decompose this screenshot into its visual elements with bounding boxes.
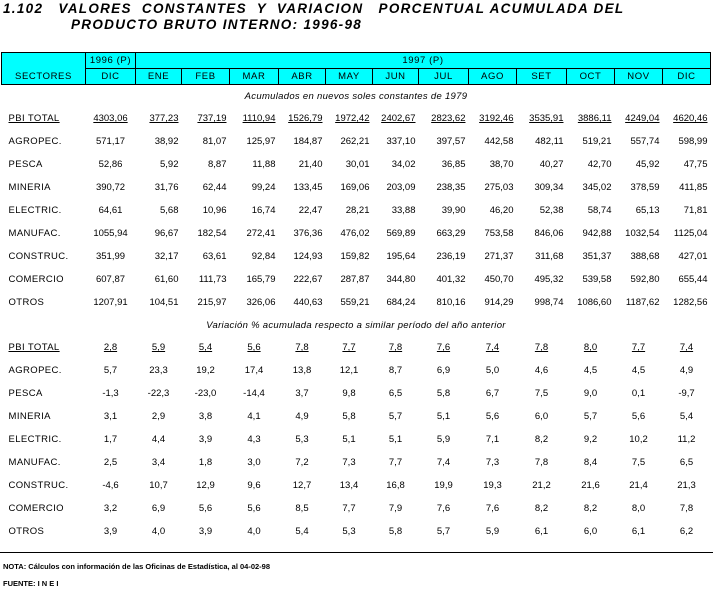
table-cell: 7,1 — [485, 434, 500, 445]
table-cell: 4,9 — [679, 365, 694, 376]
section-caption: Variación % acumulada respecto a similar período del año anterior — [206, 319, 506, 331]
table-cell: 12,7 — [292, 480, 312, 491]
row-label: PESCA — [8, 159, 43, 170]
table-cell: 411,85 — [679, 182, 708, 193]
table-cell: 5,7 — [103, 365, 118, 376]
row-label: PESCA — [8, 388, 43, 399]
table-cell: 388,68 — [630, 251, 660, 262]
table-cell: 337,10 — [386, 136, 416, 147]
table-cell: 7,7 — [388, 457, 403, 468]
table-cell: 5,8 — [342, 411, 356, 422]
table-cell: 598,99 — [678, 136, 708, 147]
table-cell: 7,8 — [679, 503, 694, 514]
table-cell: 8,2 — [534, 503, 549, 514]
table-cell: 351,99 — [95, 251, 126, 262]
table-cell: 3,2 — [103, 503, 118, 514]
table-cell: 3,4 — [151, 457, 166, 468]
table-cell: 6,7 — [485, 388, 500, 399]
table-cell: 7,6 — [485, 503, 500, 514]
table-cell: 6,5 — [388, 388, 403, 399]
table-cell: 7,8 — [534, 342, 549, 353]
table-cell: 3,0 — [247, 457, 261, 468]
row-label: PBI TOTAL — [8, 113, 60, 124]
table-cell: 3,9 — [103, 526, 118, 537]
table-row — [2, 130, 711, 153]
table-cell: 5,0 — [485, 365, 500, 376]
pbi-table — [1, 52, 711, 543]
table-cell: 39,90 — [441, 205, 466, 216]
header-year-1996: 1996 (P) — [86, 53, 136, 69]
table-cell: 3535,91 — [529, 113, 564, 124]
table-cell: 3,8 — [198, 411, 213, 422]
row-label: PBI TOTAL — [8, 342, 60, 353]
table-cell: 38,70 — [489, 159, 514, 170]
row-label: MANUFAC. — [8, 457, 61, 468]
table-cell: 539,58 — [582, 274, 612, 285]
table-cell: 2,5 — [103, 457, 118, 468]
table-cell: 663,29 — [436, 228, 466, 239]
table-cell: 519,21 — [582, 136, 612, 147]
table-cell: 21,2 — [532, 480, 551, 491]
table-cell: 40,27 — [539, 159, 564, 170]
table-cell: 3192,46 — [479, 113, 514, 124]
table-cell: 7,4 — [485, 342, 500, 353]
header-sectores: SECTORES — [2, 69, 86, 85]
table-cell: 2402,67 — [381, 113, 416, 124]
row-label: AGROPEC. — [8, 136, 62, 147]
table-cell: 65,13 — [635, 205, 660, 216]
table-cell: 52,86 — [98, 159, 123, 170]
table-cell: 5,6 — [247, 342, 261, 353]
row-label: OTROS — [8, 297, 45, 308]
report-title-line2: PRODUCTO BRUTO INTERNO: 1996-98 — [71, 17, 363, 32]
table-cell: 13,4 — [339, 480, 359, 491]
table-cell: 684,24 — [386, 297, 416, 308]
table-cell: 16,8 — [386, 480, 405, 491]
table-cell: 6,9 — [436, 365, 451, 376]
table-cell: 1125,04 — [673, 228, 708, 239]
table-row — [2, 199, 711, 222]
table-cell: 7,8 — [388, 342, 403, 353]
table-row — [2, 474, 711, 497]
table-cell: 390,72 — [95, 182, 126, 193]
footer-note: NOTA: Cálculos con información de las Oficinas de Estadística, al 04-02-98 — [3, 562, 271, 571]
header-month: AGO — [469, 69, 517, 85]
table-cell: 4,5 — [631, 365, 646, 376]
table-cell: 287,87 — [340, 274, 370, 285]
table-cell: 7,7 — [631, 342, 646, 353]
table-row — [2, 382, 711, 405]
table-cell: 5,1 — [436, 411, 451, 422]
table-cell: 5,8 — [388, 526, 403, 537]
table-cell: 607,87 — [95, 274, 126, 285]
table-cell: 11,88 — [252, 159, 276, 170]
header-month: NOV — [615, 69, 663, 85]
table-cell: 61,60 — [154, 274, 179, 285]
table-row — [2, 176, 711, 199]
table-row — [2, 520, 711, 543]
table-cell: 47,75 — [683, 159, 708, 170]
table-cell: 7,4 — [436, 457, 451, 468]
table-cell: 5,7 — [436, 526, 451, 537]
table-row — [2, 359, 711, 382]
table-cell: 1972,42 — [335, 113, 370, 124]
table-cell: 5,7 — [583, 411, 598, 422]
table-cell: 4,9 — [295, 411, 309, 422]
table-cell: 571,17 — [95, 136, 126, 147]
table-cell: 32,17 — [154, 251, 179, 262]
table-cell: 5,9 — [151, 342, 166, 353]
table-cell: 8,0 — [631, 503, 646, 514]
table-cell: 7,8 — [295, 342, 309, 353]
table-cell: 9,2 — [583, 434, 598, 445]
table-cell: 344,80 — [386, 274, 416, 285]
table-cell: 7,6 — [436, 503, 451, 514]
table-cell: 11,2 — [677, 434, 696, 445]
table-cell: 9,8 — [342, 388, 356, 399]
table-cell: 942,88 — [582, 228, 612, 239]
table-cell: 810,16 — [436, 297, 466, 308]
table-cell: 21,6 — [581, 480, 600, 491]
table-cell: 4,5 — [583, 365, 598, 376]
table-cell: 38,92 — [154, 136, 179, 147]
table-cell: 169,06 — [340, 182, 370, 193]
row-label: MINERIA — [8, 411, 51, 422]
table-cell: 34,02 — [391, 159, 416, 170]
table-cell: 222,67 — [293, 274, 323, 285]
table-cell: 427,01 — [678, 251, 708, 262]
table-cell: 124,93 — [293, 251, 323, 262]
table-cell: 3886,11 — [577, 113, 612, 124]
table-cell: 2,8 — [103, 342, 118, 353]
table-cell: 22,47 — [298, 205, 323, 216]
table-cell: 326,06 — [246, 297, 276, 308]
table-cell: 378,59 — [630, 182, 660, 193]
table-cell: 8,4 — [583, 457, 598, 468]
table-cell: 203,09 — [386, 182, 416, 193]
table-cell: 7,8 — [534, 457, 549, 468]
table-cell: 4,0 — [247, 526, 261, 537]
table-cell: 655,44 — [678, 274, 708, 285]
table-cell: 309,34 — [534, 182, 564, 193]
table-cell: 5,9 — [436, 434, 451, 445]
table-cell: 592,80 — [630, 274, 660, 285]
table-cell: 753,58 — [484, 228, 514, 239]
table-cell: 1,7 — [103, 434, 118, 445]
table-cell: 476,02 — [340, 228, 370, 239]
table-cell: 99,24 — [251, 182, 276, 193]
table-cell: 351,37 — [582, 251, 612, 262]
table-cell: 30,01 — [345, 159, 370, 170]
table-cell: 4620,46 — [673, 113, 708, 124]
table-cell: 5,4 — [295, 526, 309, 537]
table-cell: 42,70 — [587, 159, 612, 170]
header-year-1997: 1997 (P) — [136, 53, 711, 69]
table-cell: 96,67 — [154, 228, 179, 239]
header-month: DIC — [663, 69, 711, 85]
table-cell: 1032,54 — [625, 228, 660, 239]
table-cell: 737,19 — [197, 113, 227, 124]
table-cell: 7,7 — [342, 342, 356, 353]
table-cell: 4249,04 — [625, 113, 660, 124]
table-cell: 3,9 — [198, 526, 213, 537]
table-cell: 7,4 — [679, 342, 694, 353]
table-cell: -23,0 — [194, 388, 217, 399]
table-cell: 440,63 — [293, 297, 323, 308]
table-row — [2, 268, 711, 291]
header-row-months — [2, 69, 711, 85]
table-cell: 8,0 — [583, 342, 598, 353]
header-month: ENE — [136, 69, 182, 85]
table-cell: 52,38 — [539, 205, 564, 216]
row-label: AGROPEC. — [8, 365, 62, 376]
footer-source: FUENTE: I N E I — [3, 579, 59, 588]
table-cell: -4,6 — [102, 480, 119, 491]
table-cell: 215,97 — [197, 297, 227, 308]
table-cell: 21,40 — [298, 159, 323, 170]
table-cell: 311,68 — [535, 251, 564, 262]
header-row-years — [2, 53, 711, 69]
table-cell: 63,61 — [202, 251, 227, 262]
table-cell: 3,7 — [295, 388, 309, 399]
table-cell: 17,4 — [244, 365, 264, 376]
table-cell: 7,3 — [342, 457, 356, 468]
table-row — [2, 451, 711, 474]
table-cell: 81,07 — [202, 136, 227, 147]
table-cell: 16,74 — [251, 205, 276, 216]
header-month: MAY — [326, 69, 373, 85]
table-cell: 9,6 — [247, 480, 261, 491]
table-cell: 23,3 — [149, 365, 168, 376]
table-cell: 36,85 — [441, 159, 466, 170]
table-cell: 1187,62 — [625, 297, 660, 308]
table-cell: 5,68 — [160, 205, 179, 216]
table-cell: -9,7 — [678, 388, 695, 399]
table-cell: 7,3 — [485, 457, 500, 468]
table-cell: 133,45 — [293, 182, 323, 193]
table-cell: 5,1 — [342, 434, 356, 445]
table-cell: 21,4 — [629, 480, 648, 491]
table-cell: 3,1 — [103, 411, 118, 422]
table-cell: 8,7 — [388, 365, 403, 376]
table-cell: 4,1 — [247, 411, 261, 422]
table-cell: 569,89 — [386, 228, 416, 239]
section-caption-row — [2, 314, 711, 336]
row-label: ELECTRIC. — [8, 205, 62, 216]
table-cell: 6,2 — [679, 526, 694, 537]
table-cell: 0,1 — [631, 388, 646, 399]
table-row — [2, 405, 711, 428]
table-cell: 401,32 — [436, 274, 466, 285]
table-cell: 125,97 — [246, 136, 276, 147]
table-cell: 397,57 — [436, 136, 466, 147]
table-cell: 5,6 — [485, 411, 500, 422]
table-row — [2, 336, 711, 359]
row-label: CONSTRUC. — [8, 480, 69, 491]
table-cell: 6,1 — [534, 526, 549, 537]
row-label: COMERCIO — [8, 274, 64, 285]
table-cell: 345,02 — [582, 182, 612, 193]
footer-separator — [0, 552, 713, 553]
table-cell: 5,92 — [160, 159, 179, 170]
table-cell: 1055,94 — [93, 228, 128, 239]
table-cell: 64,61 — [98, 205, 123, 216]
table-cell: 21,3 — [677, 480, 696, 491]
table-cell: 62,44 — [202, 182, 227, 193]
table-cell: 914,29 — [484, 297, 514, 308]
table-row — [2, 245, 711, 268]
table-cell: 442,58 — [484, 136, 514, 147]
header-month: ABR — [279, 69, 326, 85]
table-row — [2, 291, 711, 314]
table-cell: -22,3 — [147, 388, 170, 399]
table-cell: 3,9 — [198, 434, 213, 445]
table-cell: 376,36 — [293, 228, 323, 239]
header-month: FEB — [182, 69, 230, 85]
table-cell: 8,87 — [208, 159, 227, 170]
table-cell: 6,5 — [679, 457, 694, 468]
table-cell: 495,32 — [534, 274, 564, 285]
table-cell: 184,87 — [293, 136, 323, 147]
table-cell: 5,7 — [388, 411, 403, 422]
section-caption-row — [2, 85, 711, 108]
table-cell: 7,2 — [295, 457, 309, 468]
table-cell: 12,9 — [196, 480, 215, 491]
table-cell: 238,35 — [436, 182, 466, 193]
table-cell: 236,19 — [436, 251, 466, 262]
table-cell: 1110,94 — [242, 113, 276, 124]
table-cell: 7,5 — [534, 388, 549, 399]
table-cell: 377,23 — [149, 113, 179, 124]
header-month: DIC — [86, 69, 136, 85]
table-cell: 7,6 — [436, 342, 451, 353]
table-cell: 6,1 — [631, 526, 646, 537]
table-cell: 10,7 — [149, 480, 168, 491]
table-cell: 559,21 — [340, 297, 370, 308]
row-label: MINERIA — [8, 182, 51, 193]
header-month: OCT — [567, 69, 615, 85]
table-cell: 557,74 — [630, 136, 660, 147]
table-cell: 7,7 — [342, 503, 356, 514]
table-cell: 5,3 — [295, 434, 309, 445]
table-cell: 2,9 — [151, 411, 166, 422]
table-cell: 111,73 — [198, 274, 227, 285]
table-cell: 4,4 — [151, 434, 166, 445]
table-cell: 33,88 — [391, 205, 416, 216]
section-caption: Acumulados en nuevos soles constantes de 1979 — [244, 90, 468, 102]
table-cell: 8,5 — [295, 503, 309, 514]
table-row — [2, 153, 711, 176]
header-month: SET — [517, 69, 567, 85]
table-cell: 6,9 — [151, 503, 166, 514]
report-title-line1: 1.102 VALORES CONSTANTES Y VARIACION PORCENTUAL ACUMULADA DEL — [3, 1, 625, 16]
table-cell: 12,1 — [339, 365, 359, 376]
table-cell: 6,0 — [583, 526, 598, 537]
table-cell: 58,74 — [587, 205, 612, 216]
header-blank-cell — [2, 53, 86, 69]
row-label: OTROS — [8, 526, 45, 537]
table-cell: 7,9 — [388, 503, 403, 514]
header-month: JUL — [419, 69, 469, 85]
table-cell: 482,11 — [535, 136, 564, 147]
table-cell: 450,70 — [484, 274, 514, 285]
table-cell: 71,81 — [683, 205, 708, 216]
table-cell: 4,6 — [534, 365, 549, 376]
table-cell: 104,51 — [149, 297, 179, 308]
table-cell: 159,82 — [340, 251, 370, 262]
row-label: CONSTRUC. — [8, 251, 69, 262]
table-cell: 45,92 — [635, 159, 660, 170]
table-cell: 13,8 — [292, 365, 312, 376]
table-cell: 262,21 — [340, 136, 370, 147]
table-cell: 165,79 — [246, 274, 276, 285]
table-cell: 7,5 — [631, 457, 646, 468]
table-cell: 46,20 — [489, 205, 514, 216]
row-label: ELECTRIC. — [8, 434, 62, 445]
table-cell: 9,0 — [583, 388, 598, 399]
table-cell: 271,37 — [484, 251, 514, 262]
table-cell: 5,3 — [342, 526, 356, 537]
table-cell: 1282,56 — [673, 297, 708, 308]
table-row — [2, 222, 711, 245]
table-cell: 5,4 — [198, 342, 213, 353]
table-cell: 10,96 — [202, 205, 227, 216]
table-cell: 4303,06 — [93, 113, 128, 124]
table-cell: 19,2 — [196, 365, 215, 376]
table-cell: 5,8 — [436, 388, 451, 399]
table-row — [2, 107, 711, 130]
table-cell: 28,21 — [345, 205, 370, 216]
table-cell: 182,54 — [197, 228, 227, 239]
table-cell: 6,0 — [534, 411, 549, 422]
header-month: MAR — [230, 69, 279, 85]
table-cell: 5,1 — [388, 434, 403, 445]
table-cell: -1,3 — [102, 388, 119, 399]
table-cell: 4,3 — [247, 434, 261, 445]
table-cell: 5,9 — [485, 526, 500, 537]
table-cell: 31,76 — [154, 182, 179, 193]
table-cell: 1086,60 — [577, 297, 612, 308]
table-cell: 1207,91 — [93, 297, 128, 308]
header-month: JUN — [373, 69, 419, 85]
table-cell: 1526,79 — [288, 113, 323, 124]
table-cell: 275,03 — [484, 182, 514, 193]
table-cell: 998,74 — [534, 297, 564, 308]
table-cell: 8,2 — [583, 503, 598, 514]
table-row — [2, 497, 711, 520]
table-cell: 1,8 — [198, 457, 213, 468]
table-cell: 92,84 — [251, 251, 276, 262]
table-cell: 8,2 — [534, 434, 549, 445]
table-cell: 5,6 — [631, 411, 646, 422]
table-cell: 272,41 — [246, 228, 276, 239]
table-row — [2, 428, 711, 451]
table-cell: 19,3 — [483, 480, 502, 491]
table-cell: 195,64 — [386, 251, 416, 262]
row-label: COMERCIO — [8, 503, 64, 514]
table-cell: 5,4 — [679, 411, 694, 422]
row-label: MANUFAC. — [8, 228, 61, 239]
table-cell: 19,9 — [434, 480, 453, 491]
table-cell: 2823,62 — [431, 113, 466, 124]
table-cell: -14,4 — [243, 388, 265, 399]
table-cell: 5,6 — [198, 503, 213, 514]
table-cell: 846,06 — [534, 228, 564, 239]
table-cell: 10,2 — [629, 434, 648, 445]
table-cell: 5,6 — [247, 503, 261, 514]
table-cell: 4,0 — [151, 526, 166, 537]
